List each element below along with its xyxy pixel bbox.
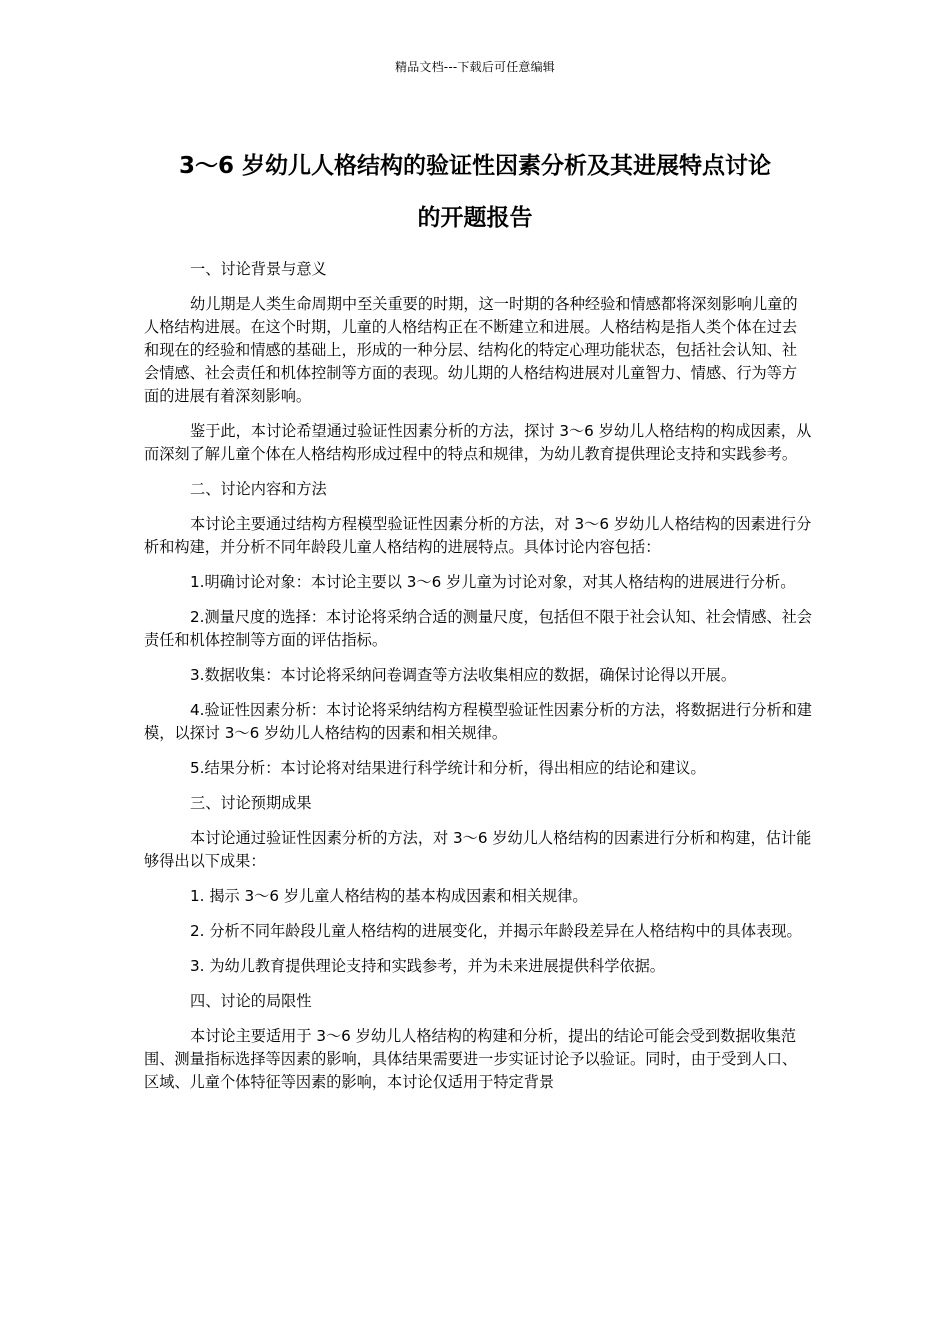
list-item: 1.明确讨论对象：本讨论主要以 3～6 岁儿童为讨论对象，对其人格结构的进展进行分析。 [190, 573, 796, 591]
list-item: 5.结果分析：本讨论将对结果进行科学统计和分析，得出相应的结论和建议。 [190, 759, 706, 777]
section-heading: 一、讨论背景与意义 [190, 260, 327, 278]
list-item: 2. 分析不同年龄段儿童人格结构的进展变化，并揭示年龄段差异在人格结构中的具体表现。 [190, 922, 802, 940]
list-item: 3. 为幼儿教育提供理论支持和实践参考，并为未来进展提供科学依据。 [190, 957, 665, 975]
section-heading: 四、讨论的局限性 [190, 992, 312, 1010]
paragraph: 本讨论主要通过结构方程模型验证性因素分析的方法，对 3～6 岁幼儿人格结构的因素进行分析和构建，并分析不同年龄段儿童人格结构的进展特点。具体讨论内容包括： [144, 515, 812, 556]
document-title [140, 140, 810, 244]
paragraph: 本讨论主要适用于 3～6 岁幼儿人格结构的构建和分析，提出的结论可能会受到数据收集范围、测量指标选择等因素的影响，具体结果需要进一步实证讨论予以验证。同时，由于受到人口、区域、儿童个体特征等因素的影响，本讨论仅适用于特定背景 [144, 1027, 798, 1091]
paragraph: 本讨论通过验证性因素分析的方法，对 3～6 岁幼儿人格结构的因素进行分析和构建，估计能够得出以下成果： [144, 829, 812, 870]
section-heading: 二、讨论内容和方法 [190, 480, 327, 498]
paragraph: 幼儿期是人类生命周期中至关重要的时期，这一时期的各种经验和情感都将深刻影响儿童的人格结构进展。在这个时期，儿童的人格结构正在不断建立和进展。人格结构是指人类个体在过去和现在的经验和情感的基础上，形成的一种分层、结构化的特定心理功能状态，包括社会认知、社会情感、社会责任和机体控制等方面的表现。幼儿期的人格结构进展对儿童智力、情感、行为等方面的进展有着深刻影响。 [144, 295, 798, 405]
title-line-1: 3～6 岁幼儿人格结构的验证性因素分析及其进展特点讨论 [178, 153, 771, 179]
list-item: 1. 揭示 3～6 岁儿童人格结构的基本构成因素和相关规律。 [190, 887, 588, 905]
document-body [144, 258, 812, 1106]
title-line-2: 的开题报告 [417, 205, 533, 231]
list-item: 2.测量尺度的选择：本讨论将采纳合适的测量尺度，包括但不限于社会认知、社会情感、社会责任和机体控制等方面的评估指标。 [144, 608, 812, 649]
paragraph: 鉴于此，本讨论希望通过验证性因素分析的方法，探讨 3～6 岁幼儿人格结构的构成因素，从而深刻了解儿童个体在人格结构形成过程中的特点和规律，为幼儿教育提供理论支持和实践参考。 [144, 422, 812, 463]
list-item: 4.验证性因素分析：本讨论将采纳结构方程模型验证性因素分析的方法，将数据进行分析和建模，以探讨 3～6 岁幼儿人格结构的因素和相关规律。 [144, 701, 812, 742]
section-heading: 三、讨论预期成果 [190, 794, 312, 812]
list-item: 3.数据收集：本讨论将采纳问卷调查等方法收集相应的数据，确保讨论得以开展。 [190, 666, 737, 684]
page-header-note: 精品文档---下载后可任意编辑 [395, 60, 555, 74]
